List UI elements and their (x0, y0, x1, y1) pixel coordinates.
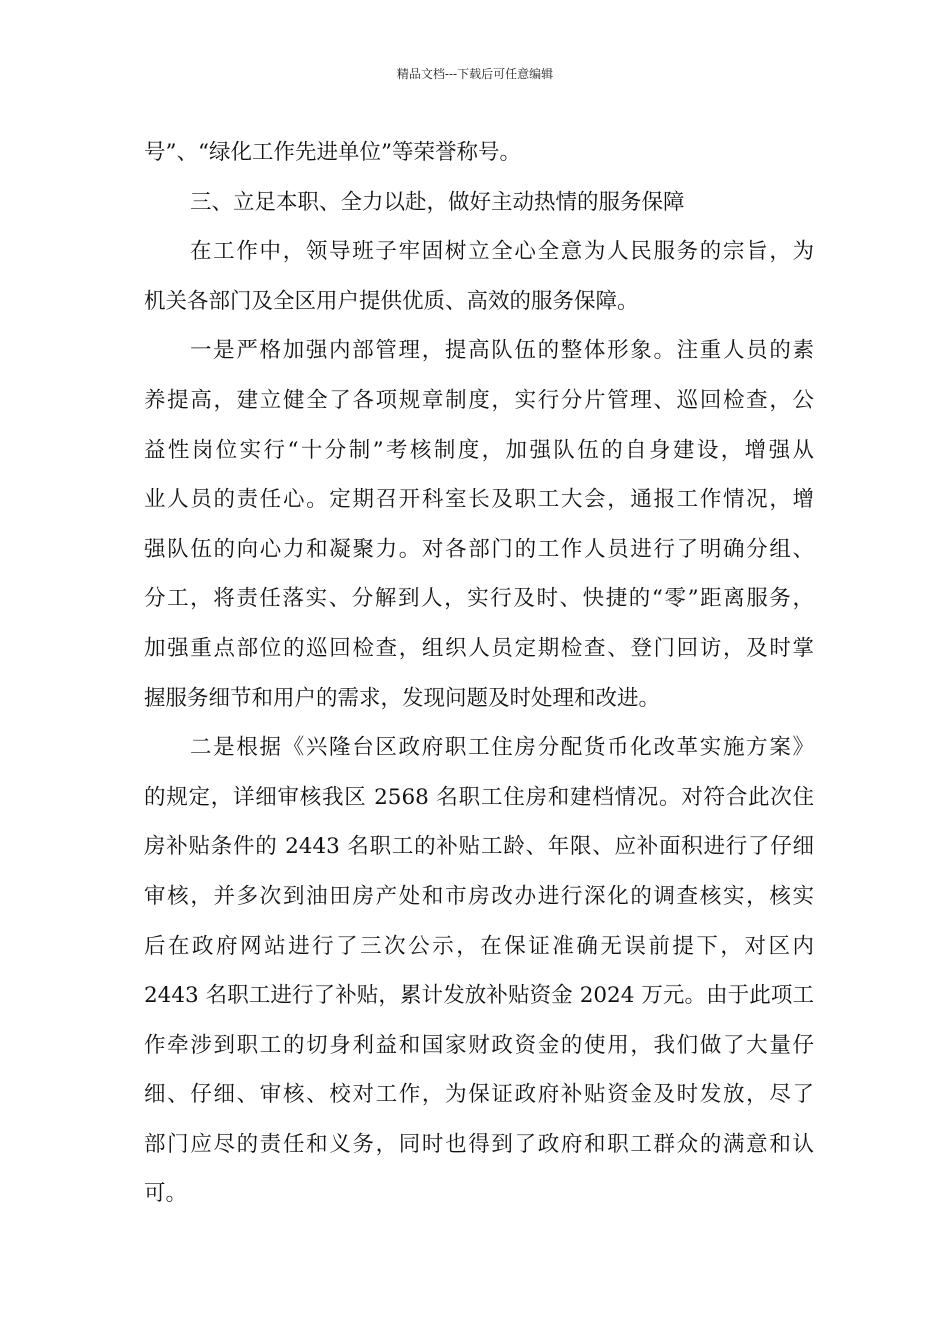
text-line: 分工，将责任落实、分解到人，实行及时、快捷的“零”距离服务， (144, 586, 814, 612)
text-line: 养提高，建立健全了各项规章制度，实行分片管理、巡回检查，公 (144, 387, 814, 413)
text-line: 握服务细节和用户的需求，发现问题及时处理和改进。 (144, 685, 661, 711)
text-line: 号”、“绿化工作先进单位”等荣誉称号。 (144, 140, 521, 165)
text-line: 加强重点部位的巡回检查，组织人员定期检查、登门回访，及时掌 (144, 635, 814, 661)
text-line: 房补贴条件的 2443 名职工的补贴工龄、年限、应补面积进行了仔细 (144, 834, 814, 860)
text-line: 一是严格加强内部管理，提高队伍的整体形象。注重人员的素 (190, 338, 814, 364)
text-line: 业人员的责任心。定期召开科室长及职工大会，通报工作情况，增 (144, 487, 814, 513)
text-line: 可。 (144, 1181, 188, 1207)
document-body (144, 128, 814, 1219)
text-line: 机关各部门及全区用户提供优质、高效的服务保障。 (144, 288, 639, 314)
text-line: 审核，并多次到油田房产处和市房改办进行深化的调查核实，核实 (144, 883, 814, 909)
text-line: 作牵涉到职工的切身利益和国家财政资金的使用，我们做了大量仔 (144, 1032, 814, 1058)
page-header: 精品文档---下载后可任意编辑 (396, 67, 554, 81)
text-line: 部门应尽的责任和义务，同时也得到了政府和职工群众的满意和认 (144, 1131, 814, 1157)
text-line: 后在政府网站进行了三次公示，在保证准确无误前提下，对区内 (144, 933, 814, 959)
text-line: 三、立足本职、全力以赴，做好主动热情的服务保障 (190, 189, 685, 215)
text-line: 二是根据《兴隆台区政府职工住房分配货币化改革实施方案》 (190, 735, 814, 761)
text-line: 益性岗位实行“十分制”考核制度，加强队伍的自身建设，增强从 (144, 437, 814, 463)
text-line: 强队伍的向心力和凝聚力。对各部门的工作人员进行了明确分组、 (144, 536, 814, 562)
text-line: 2443 名职工进行了补贴，累计发放补贴资金 2024 万元。由于此项工 (144, 983, 814, 1009)
text-line: 细、仔细、审核、校对工作，为保证政府补贴资金及时发放，尽了 (144, 1082, 814, 1108)
text-line: 的规定，详细审核我区 2568 名职工住房和建档情况。对符合此次住 (144, 784, 814, 810)
text-line: 在工作中，领导班子牢固树立全心全意为人民服务的宗旨，为 (190, 239, 814, 265)
